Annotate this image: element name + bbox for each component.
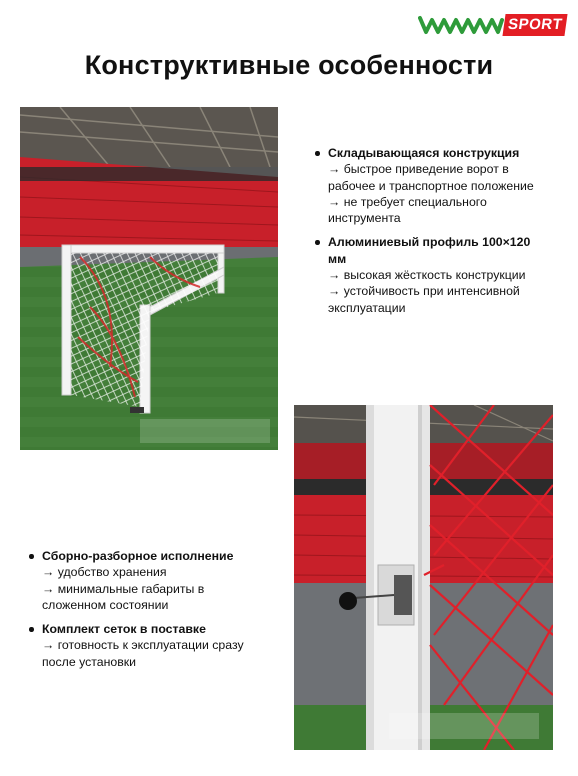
- logo-wave-mark: [418, 14, 504, 36]
- hinge-closeup-photo: [294, 405, 553, 750]
- feature-heading: Алюминиевый профиль 100×120 мм: [328, 235, 531, 266]
- feature-detail: → не требует специального инструмента: [328, 194, 487, 226]
- features-list-top: [314, 145, 544, 324]
- feature-detail: → готовность к эксплуатации сразу после установки: [42, 638, 244, 669]
- brand-logo: [418, 14, 566, 36]
- list-item: [28, 621, 268, 670]
- feature-heading: Сборно-разборное исполнение: [42, 549, 234, 563]
- goal-stadium-photo: [20, 107, 278, 450]
- list-item: [314, 234, 544, 315]
- feature-heading: Комплект сеток в поставке: [42, 622, 206, 637]
- feature-detail: → устойчивость при интенсивной эксплуатации: [328, 284, 520, 315]
- feature-detail: → высокая жёсткость конструкции: [328, 268, 526, 283]
- feature-heading: Складывающаяся конструкция: [328, 146, 520, 160]
- logo-sport-text: SPORT: [502, 14, 567, 36]
- list-item: [314, 145, 544, 226]
- feature-detail: → минимальные габариты в сложенном состоянии: [42, 581, 205, 612]
- feature-detail: → удобство хранения: [42, 565, 167, 580]
- features-list-bottom: [28, 548, 268, 678]
- page-title: Конструктивные особенности: [84, 50, 494, 80]
- list-item: [28, 548, 268, 613]
- feature-detail: → быстрое приведение ворот в рабочее и транспортное положение: [328, 162, 534, 193]
